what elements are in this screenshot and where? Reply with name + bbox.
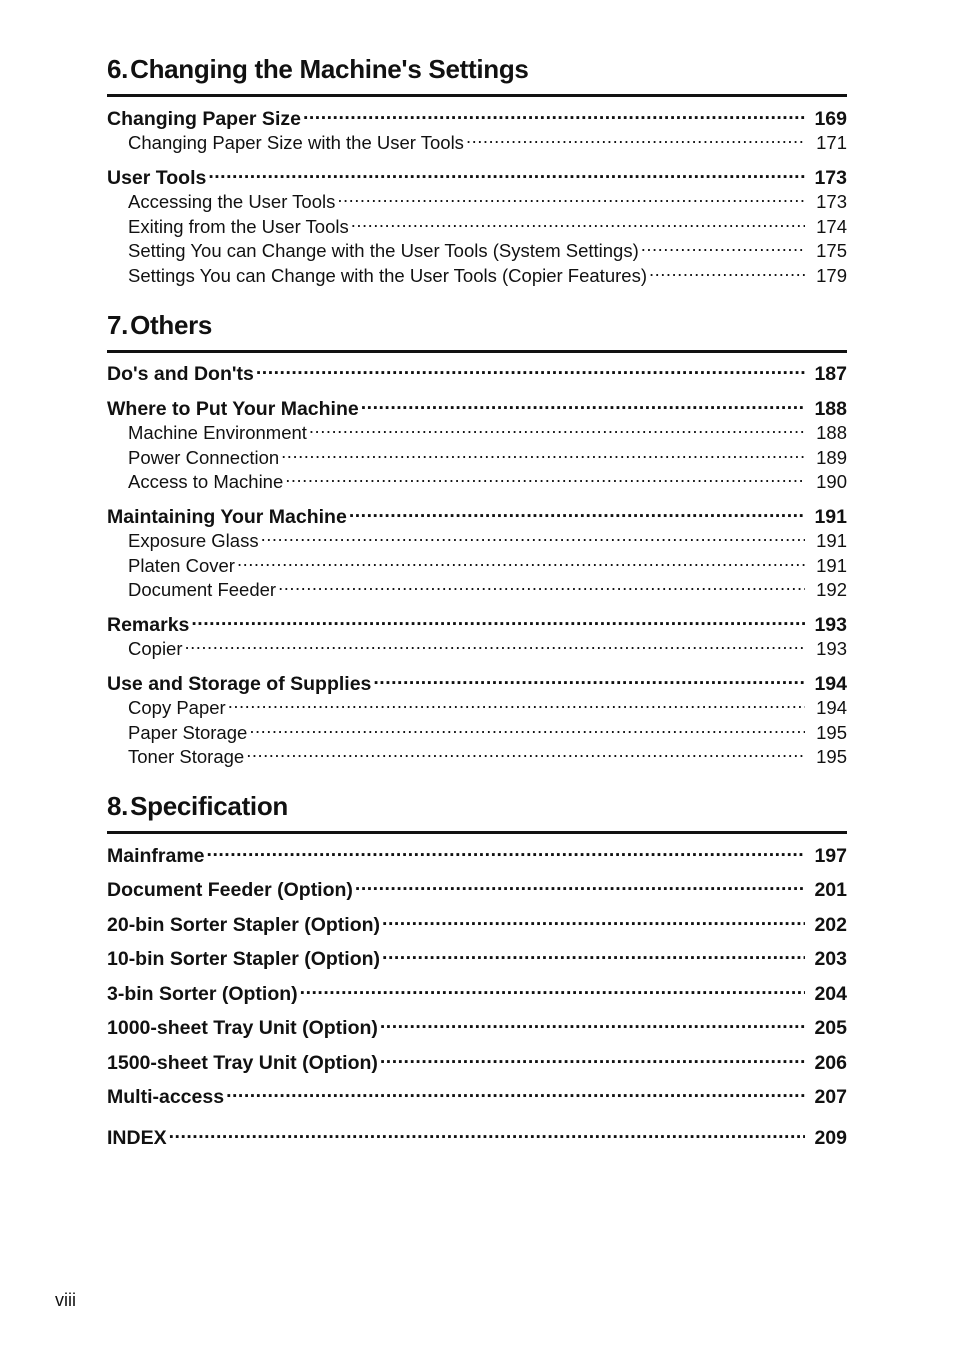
dot-leader [349,503,805,523]
toc-entry-title: 1500-sheet Tray Unit (Option) [107,1051,378,1074]
toc-entry-page: 191 [816,530,847,551]
toc-entry-title: INDEX [107,1126,167,1149]
toc-entry-page: 191 [814,505,847,528]
toc-entry-index[interactable] [107,1124,847,1150]
toc-subentry-machine-environment[interactable] [107,421,847,446]
toc-entry-title: User Tools [107,166,207,189]
toc-entry-title: Multi-access [107,1086,225,1108]
toc-subentry-paper-storage[interactable] [107,720,847,745]
dot-leader [300,980,805,1000]
dot-leader [285,470,805,489]
toc-entry-title: Exposure Glass [128,530,259,551]
toc-entry-title: 1000-sheet Tray Unit (Option) [107,1017,378,1039]
toc-entry-page: 201 [814,879,847,901]
toc-entry-page: 202 [814,913,847,936]
toc-subentry-copy-paper[interactable] [107,696,847,721]
toc-subentry-document-feeder[interactable] [107,578,847,603]
toc-subentry-exposure-glass[interactable] [107,529,847,554]
toc-entry-title: Remarks [107,613,190,636]
toc-entry-title: Setting You can Change with the User Tools (System Settings) [128,240,639,261]
toc-entry-title: 20-bin Sorter Stapler (Option) [107,913,381,936]
toc-entry-changing-paper-size[interactable] [107,105,847,131]
dot-leader [382,911,805,931]
dot-leader [337,190,805,209]
toc-entry-title: Where to Put Your Machine [107,397,359,420]
dot-leader [649,263,805,282]
dot-leader [351,214,805,233]
toc-subentry-system-settings[interactable] [107,239,847,264]
toc-subentry-exiting-user-tools[interactable] [107,214,847,239]
toc-entry-page: 206 [814,1051,847,1074]
toc-entry-title: Document Feeder [128,579,277,600]
toc-entry-title: Copy Paper [128,697,226,718]
toc-subentry-toner-storage[interactable] [107,745,847,770]
toc-entry-1000-sheet-tray[interactable] [107,1015,847,1041]
toc-entry-10-bin-sorter[interactable] [107,946,847,972]
toc-entry-multi-access[interactable] [107,1084,847,1110]
chapter-number: 6. [107,54,129,84]
toc-entry-page: 173 [814,166,847,189]
toc-entry-page: 189 [816,446,847,468]
toc-subentry-copier[interactable] [107,637,847,662]
toc-entry-page: 188 [816,422,847,443]
toc-entry-title: Copier [128,638,183,659]
chapter-heading: Specification [130,791,289,821]
dot-leader [191,611,805,631]
toc-entry-title: Settings You can Change with the User Tools (Copier Features) [128,264,647,286]
toc-entry-title: Paper Storage [128,721,248,743]
dot-leader [303,105,805,125]
toc-entry-title: Exiting from the User Tools [128,215,349,237]
toc-entry-title: Use and Storage of Supplies [107,672,372,695]
toc-entry-page: 193 [816,638,847,659]
toc-entry-page: 204 [814,982,847,1005]
toc-entry-mainframe[interactable] [107,842,847,868]
dot-leader [226,1084,805,1104]
dot-leader [228,696,805,715]
chapter-title [107,789,847,834]
toc-entry-page: 188 [814,397,847,420]
toc-entry-page: 195 [816,721,847,743]
toc-entry-page: 174 [816,215,847,237]
toc-entry-page: 207 [814,1086,847,1108]
toc-entry-dos-and-donts[interactable] [107,361,847,387]
toc-entry-title: Platen Cover [128,554,235,576]
toc-entry-3-bin-sorter[interactable] [107,980,847,1006]
toc-entry-page: 175 [816,240,847,261]
dot-leader [261,529,805,548]
toc-entry-1500-sheet-tray[interactable] [107,1049,847,1075]
toc-entry-20-bin-sorter[interactable] [107,911,847,937]
dot-leader [207,842,805,862]
chapter-heading: Changing the Machine's Settings [130,54,529,84]
toc-entry-page: 193 [814,613,847,636]
toc-entry-title: Power Connection [128,446,280,468]
toc-entry-title: Changing Paper Size [107,107,301,130]
toc-entry-title: 3-bin Sorter (Option) [107,982,298,1005]
toc-entry-page: 179 [816,264,847,286]
toc-subentry-power-connection[interactable] [107,445,847,470]
toc-entry-page: 203 [814,948,847,970]
toc-entry-page: 190 [816,471,847,492]
toc-entry-page: 197 [814,844,847,867]
toc-entry-page: 192 [816,579,847,600]
toc-entry-where-to-put[interactable] [107,395,847,421]
toc-entry-title: Do's and Don'ts [107,363,254,385]
toc-subentry-platen-cover[interactable] [107,553,847,578]
toc-entry-page: 194 [816,697,847,718]
dot-leader [169,1124,805,1144]
dot-leader [382,946,805,966]
dot-leader [256,361,805,381]
toc-entry-title: Changing Paper Size with the User Tools [128,132,464,153]
dot-leader [466,131,805,150]
toc-entry-page: 195 [816,746,847,767]
chapter-number: 7. [107,309,129,340]
chapter-7 [107,308,847,770]
toc-entry-page: 187 [814,363,847,385]
chapter-title [107,308,847,353]
toc-entry-title: 10-bin Sorter Stapler (Option) [107,948,381,970]
dot-leader [185,637,806,656]
chapter-8 [107,789,847,1150]
toc-entry-title: Machine Environment [128,422,307,443]
toc-entry-page: 209 [814,1126,847,1149]
dot-leader [246,745,805,764]
table-of-contents [107,52,847,1170]
dot-leader [208,164,805,184]
toc-entry-page: 169 [814,107,847,130]
toc-entry-title: Access to Machine [128,471,284,492]
toc-entry-page: 191 [816,554,847,576]
dot-leader [237,553,805,572]
chapter-heading: Others [130,309,213,340]
toc-entry-user-tools[interactable] [107,164,847,190]
toc-entry-title: Mainframe [107,844,205,867]
toc-subentry-accessing-user-tools[interactable] [107,190,847,215]
dot-leader [361,395,805,415]
dot-leader [249,720,805,739]
footer-page-number: viii [55,1290,76,1310]
chapter-title [107,52,847,97]
toc-entry-page: 171 [816,132,847,153]
toc-subentry-access-to-machine[interactable] [107,470,847,495]
dot-leader [380,1015,805,1035]
dot-leader [278,578,805,597]
toc-entry-maintaining[interactable] [107,503,847,529]
dot-leader [373,670,805,690]
toc-entry-title: Maintaining Your Machine [107,505,347,528]
toc-entry-page: 173 [816,191,847,212]
toc-entry-title: Document Feeder (Option) [107,879,353,901]
toc-entry-page: 205 [814,1017,847,1039]
dot-leader [355,877,805,897]
toc-entry-page: 194 [814,672,847,695]
dot-leader [641,239,805,258]
toc-subentry-copier-features[interactable] [107,263,847,288]
toc-subentry-paper-size-user-tools[interactable] [107,131,847,156]
dot-leader [380,1049,805,1069]
toc-entry-remarks[interactable] [107,611,847,637]
dot-leader [309,421,805,440]
toc-entry-use-and-storage[interactable] [107,670,847,696]
dot-leader [281,445,805,464]
toc-entry-document-feeder-option[interactable] [107,877,847,903]
chapter-number: 8. [107,791,129,821]
toc-entry-title: Accessing the User Tools [128,191,336,212]
chapter-6 [107,52,847,288]
toc-entry-title: Toner Storage [128,746,245,767]
